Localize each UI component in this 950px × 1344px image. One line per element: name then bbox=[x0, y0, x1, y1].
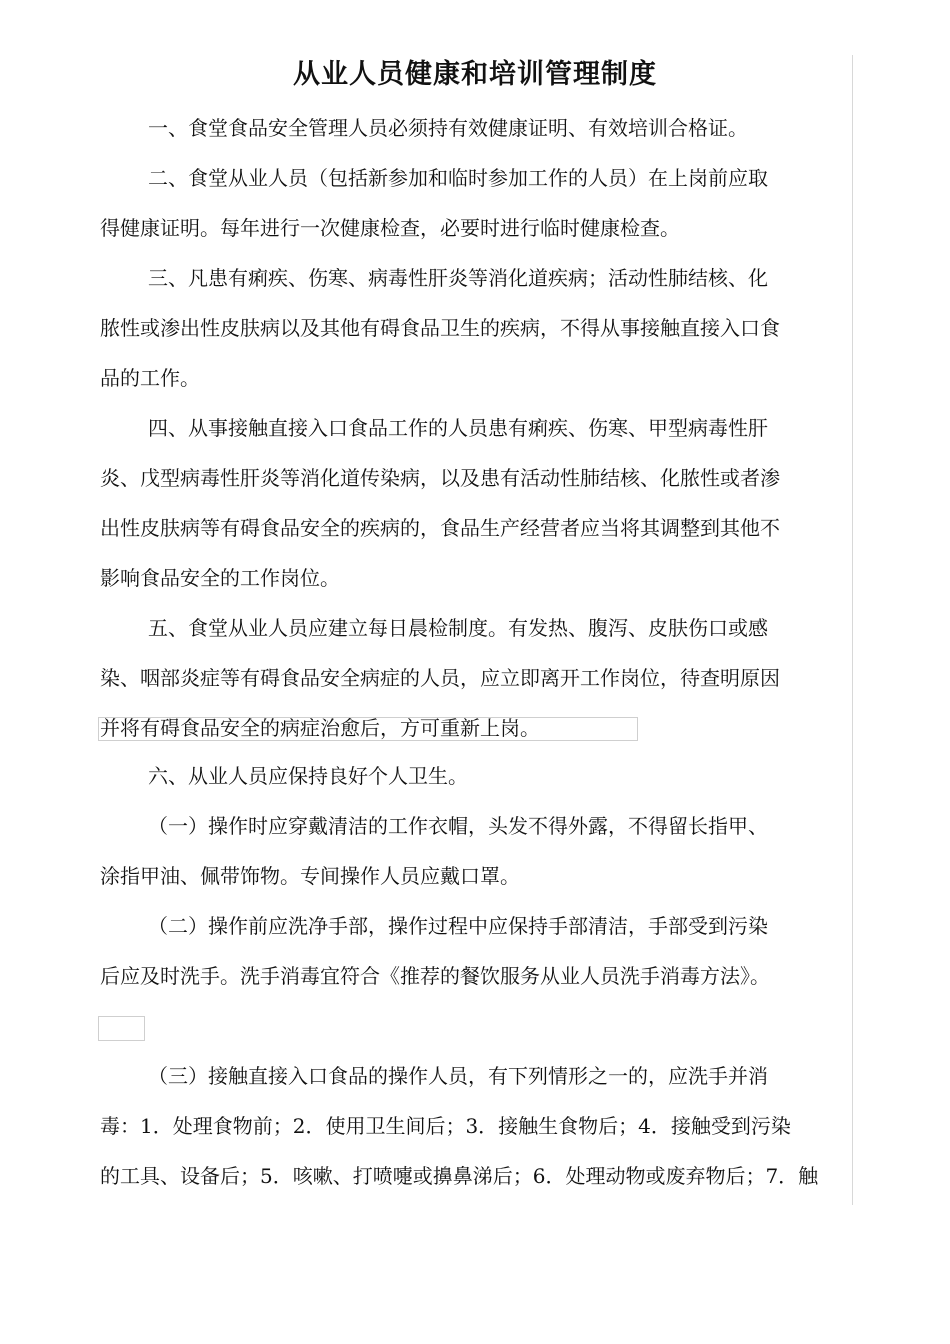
paragraph-line: （二）操作前应洗净手部，操作过程中应保持手部清洁，手部受到污染 bbox=[148, 914, 768, 938]
paragraph-line: 五、食堂从业人员应建立每日晨检制度。有发热、腹泻、皮肤伤口或感 bbox=[148, 616, 768, 640]
paragraph-line: 并将有碍食品安全的病症治愈后，方可重新上岗。 bbox=[100, 716, 540, 740]
paragraph-line: （三）接触直接入口食品的操作人员，有下列情形之一的，应洗手并消 bbox=[148, 1064, 768, 1088]
paragraph-line: 六、从业人员应保持良好个人卫生。 bbox=[148, 764, 468, 788]
paragraph-line: 影响食品安全的工作岗位。 bbox=[100, 566, 340, 590]
paragraph-line: 出性皮肤病等有碍食品安全的疾病的，食品生产经营者应当将其调整到其他不 bbox=[100, 516, 780, 540]
paragraph-line: 脓性或渗出性皮肤病以及其他有碍食品卫生的疾病，不得从事接触直接入口食 bbox=[100, 316, 780, 340]
paragraph-line: 染、咽部炎症等有碍食品安全病症的人员，应立即离开工作岗位，待查明原因 bbox=[100, 666, 780, 690]
paragraph-line: 得健康证明。每年进行一次健康检查，必要时进行临时健康检查。 bbox=[100, 216, 680, 240]
paragraph-line: 炎、戊型病毒性肝炎等消化道传染病，以及患有活动性肺结核、化脓性或者渗 bbox=[100, 466, 780, 490]
paragraph-line: 品的工作。 bbox=[100, 366, 200, 390]
paragraph-line: 毒：1．处理食物前；2．使用卫生间后；3．接触生食物后；4．接触受到污染 bbox=[100, 1114, 791, 1138]
paragraph-line: 一、食堂食品安全管理人员必须持有效健康证明、有效培训合格证。 bbox=[148, 116, 748, 140]
document-title: 从业人员健康和培训管理制度 bbox=[293, 59, 657, 90]
empty-box bbox=[98, 1016, 145, 1041]
paragraph-line: 后应及时洗手。洗手消毒宜符合《推荐的餐饮服务从业人员洗手消毒方法》。 bbox=[100, 964, 770, 988]
paragraph-line: 四、从事接触直接入口食品工作的人员患有痢疾、伤寒、甲型病毒性肝 bbox=[148, 416, 768, 440]
paragraph-line: 的工具、设备后；5．咳嗽、打喷嚏或擤鼻涕后；6．处理动物或废弃物后；7．触 bbox=[100, 1164, 819, 1188]
paragraph-line: 三、凡患有痢疾、伤寒、病毒性肝炎等消化道疾病；活动性肺结核、化 bbox=[148, 266, 768, 290]
page-edge-line bbox=[852, 55, 853, 1205]
paragraph-line: （一）操作时应穿戴清洁的工作衣帽，头发不得外露，不得留长指甲、 bbox=[148, 814, 768, 838]
paragraph-line: 涂指甲油、佩带饰物。专间操作人员应戴口罩。 bbox=[100, 864, 520, 888]
paragraph-line: 二、食堂从业人员（包括新参加和临时参加工作的人员）在上岗前应取 bbox=[148, 166, 768, 190]
